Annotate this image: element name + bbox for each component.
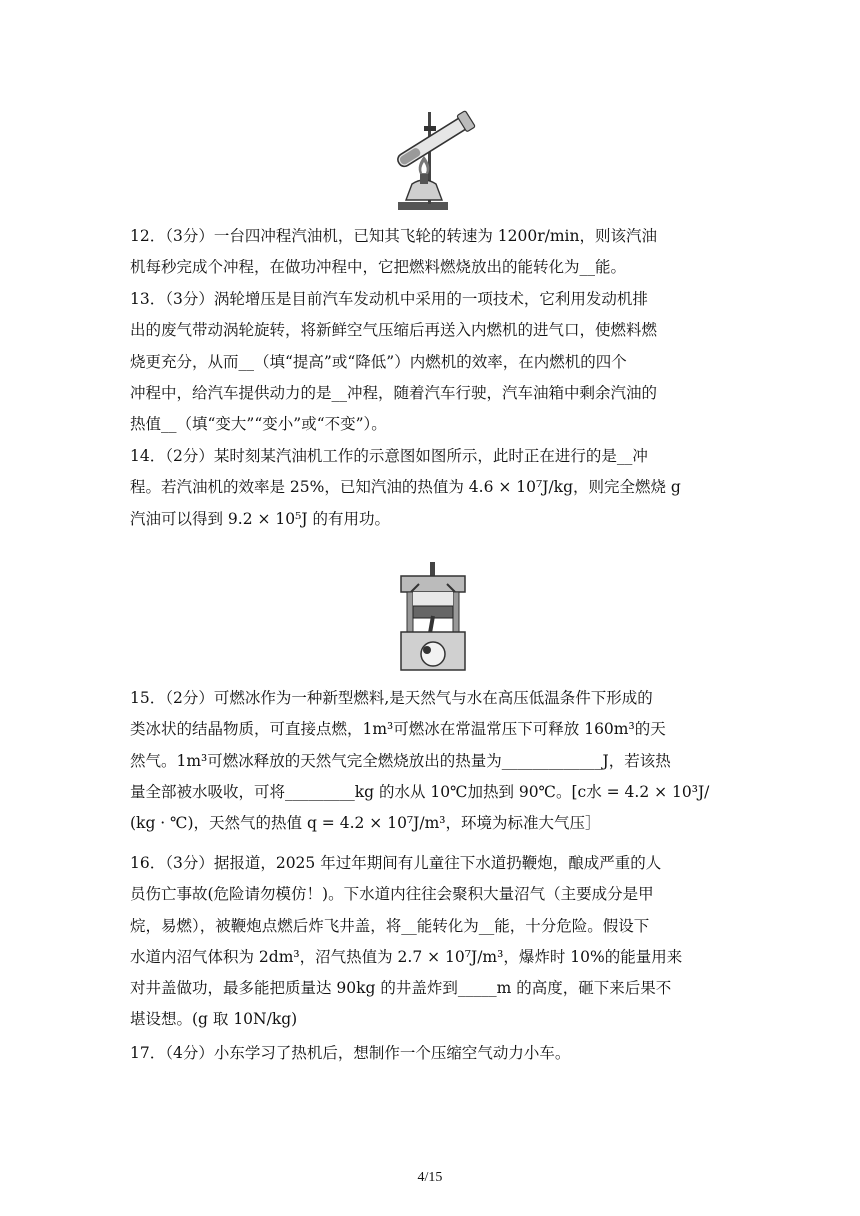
question-17-line-1: 17．（4分）小东学习了热机后，想制作一个压缩空气动力小车。 — [130, 1044, 571, 1062]
question-15-line-5: (kg · ℃)，天然气的热值 q = 4.2 × 10⁷J/m³，环境为标准大气压］ — [130, 814, 601, 833]
question-16-line-1: 16．（3分）据报道，2025 年过年期间有儿童往下水道扔鞭炮，酿成严重的人 — [130, 854, 662, 872]
question-13 — [130, 284, 730, 440]
question-12-line-2: 机每秒完成个冲程，在做功冲程中，它把燃料燃烧放出的能转化为__能。 — [130, 258, 627, 277]
question-13-line-4: 冲程中，给汽车提供动力的是__冲程，随着汽车行驶，汽车油箱中剩余汽油的 — [130, 383, 658, 402]
question-13-line-1: 13．（3分）涡轮增压是目前汽车发动机中采用的一项技术，它利用发动机排 — [130, 290, 648, 308]
question-13-line-5: 热值__（填“变大”“变小”或“不变”）。 — [130, 415, 387, 434]
question-14-line-3: 汽油可以得到 9.2 × 10⁵J 的有用功。 — [130, 509, 390, 528]
question-13-line-3: 烧更充分，从而__（填“提高”或“降低”）内燃机的效率，在内燃机的四个 — [130, 352, 627, 371]
question-14-line-1: 14．（2分）某时刻某汽油机工作的示意图如图所示，此时正在进行的是__冲 — [130, 447, 648, 465]
question-15-line-2: 类冰状的结晶物质，可直接点燃，1m³可燃冰在常温常压下可释放 160m³的天 — [130, 720, 666, 739]
question-14-line-2: 程。若汽油机的效率是 25%，已知汽油的热值为 4.6 × 10⁷J/kg，则完全燃烧 g — [130, 478, 681, 497]
question-16-line-3: 烷，易燃），被鞭炮点燃后炸飞井盖，将__能转化为__能，十分危险。假设下 — [130, 916, 650, 935]
test-tube-heating-figure — [384, 100, 484, 215]
page-number: 4/15 — [417, 1170, 443, 1185]
question-16-line-2: 员伤亡事故(危险请勿模仿！)。下水道内往往会聚积大量沼气（主要成分是甲 — [130, 885, 654, 904]
question-16-line-4: 水道内沼气体积为 2dm³，沼气热值为 2.7 × 10⁷J/m³，爆炸时 10%的能量用来 — [130, 947, 683, 966]
question-16 — [130, 848, 730, 1036]
question-16-line-6: 堪设想。(g 取 10N/kg) — [130, 1010, 298, 1029]
question-12-line-1: 12．（3分）一台四冲程汽油机，已知其飞轮的转速为 1200r/min，则该汽油 — [130, 227, 657, 245]
question-15-line-3: 然气。1m³可燃冰释放的天然气完全燃烧放出的热量为_____________J，若该热 — [130, 751, 671, 770]
question-16-line-5: 对井盖做功，最多能把质量达 90kg 的井盖炸到_____m 的高度，砸下来后果不 — [130, 979, 672, 998]
gasoline-engine-figure — [397, 562, 469, 672]
question-15-line-1: 15．（2分）可燃冰作为一种新型燃料,是天然气与水在高压低温条件下形成的 — [130, 689, 653, 707]
question-12 — [130, 221, 730, 284]
question-13-line-2: 出的废气带动涡轮旋转，将新鲜空气压缩后再送入内燃机的进气口，使燃料燃 — [130, 321, 658, 340]
question-14 — [130, 441, 730, 535]
question-17 — [130, 1038, 730, 1069]
question-15-line-4: 量全部被水吸收，可将_________kg 的水从 10℃加热到 90℃。[c水 = 4.2 × 10³J/ — [130, 782, 710, 801]
question-15 — [130, 683, 730, 839]
